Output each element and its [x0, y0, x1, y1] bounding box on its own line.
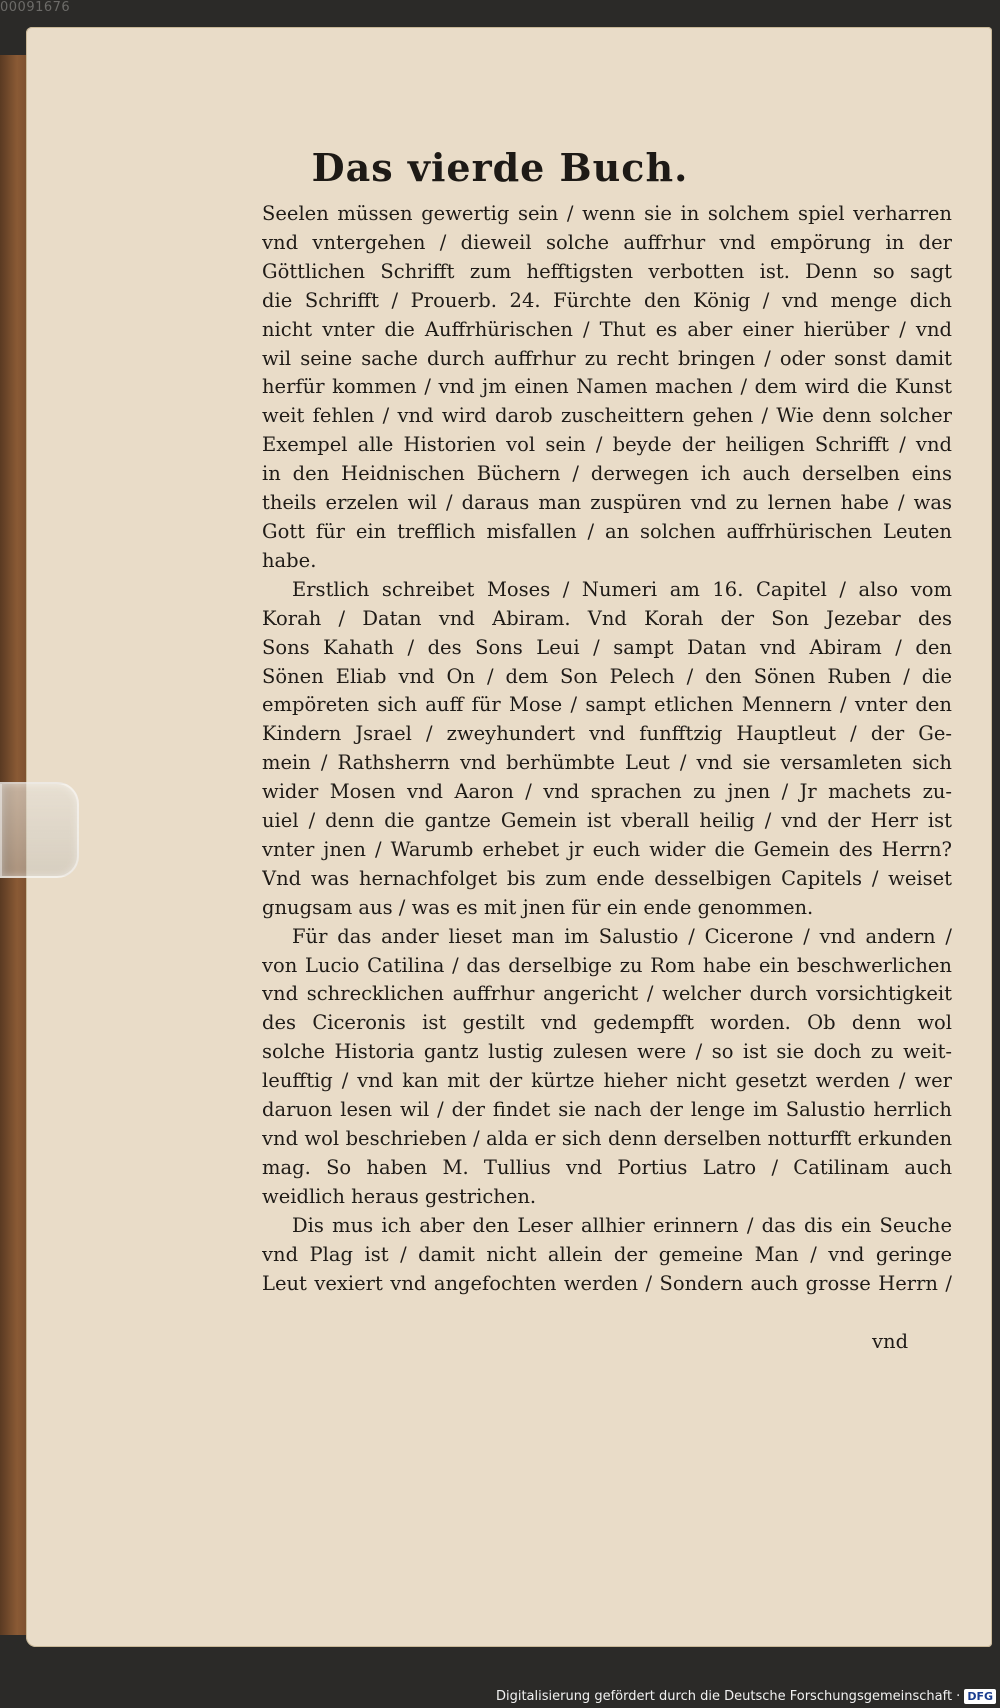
- digitization-credit: [496, 1689, 996, 1704]
- text-line: Leut vexiert vnd angefochten werden / Sondern auch grosse Herrn /: [262, 1271, 952, 1295]
- text-line: vnd vntergehen / dieweil solche auffrhur vnd empörung in der: [262, 230, 952, 254]
- dfg-logo: DFG: [964, 1689, 996, 1704]
- text-line: Kindern Jsrael / zweyhundert vnd funfftzig Hauptleut / der Ge-: [262, 722, 952, 746]
- text-line: nicht vnter die Auffrhürischen / Thut es aber einer hierüber / vnd: [262, 317, 952, 341]
- text-line: wider Mosen vnd Aaron / vnd sprachen zu jnen / Jr machets zu-: [262, 780, 952, 804]
- text-line: von Lucio Catilina / das derselbige zu Rom habe ein beschwerlichen: [262, 953, 952, 977]
- text-line: Sons Kahath / des Sons Leui / sampt Datan vnd Abiram / den: [262, 635, 952, 659]
- text-line: Exempel alle Historien vol sein / beyde der heiligen Schrifft / vnd: [262, 433, 952, 457]
- text-line: weit fehlen / vnd wird darob zuscheittern gehen / Wie denn solcher: [262, 404, 952, 428]
- catchword: vnd: [872, 1330, 909, 1353]
- text-line: Für das ander lieset man im Salustio / Cicerone / vnd andern /: [292, 924, 952, 948]
- text-line: leufftig / vnd kan mit der kürtze hieher nicht gesetzt werden / wer: [262, 1069, 952, 1093]
- text-line: solche Historia gantz lustig zulesen were / so ist sie doch zu weit-: [262, 1040, 952, 1064]
- text-line: mag. So haben M. Tullius vnd Portius Latro / Catilinam auch: [262, 1155, 952, 1179]
- text-line: herfür kommen / vnd jm einen Namen machen / dem wird die Kunst: [262, 375, 952, 399]
- text-line: Dis mus ich aber den Leser allhier erinnern / das dis ein Seuche: [292, 1213, 952, 1237]
- text-line: weidlich heraus gestrichen.: [262, 1184, 537, 1208]
- text-line: Seelen müssen gewertig sein / wenn sie in solchem spiel verharren: [262, 202, 952, 225]
- text-line: vnd schrecklichen auffrhur angericht / welcher durch vorsichtigkeit: [262, 982, 952, 1006]
- text-line: Göttlichen Schrifft zum hefftigsten verbotten ist. Denn so sagt: [262, 259, 952, 283]
- text-line: habe.: [262, 548, 317, 572]
- text-line: Vnd was hernachfolget bis zum ende desselbigen Capitels / weiset: [262, 866, 952, 890]
- text-line: Korah / Datan vnd Abiram. Vnd Korah der Son Jezebar des: [262, 606, 952, 630]
- credit-text: Digitalisierung gefördert durch die Deutsche Forschungsgemeinschaft ·: [495, 1689, 961, 1704]
- text-line: empöreten sich auff für Mose / sampt etlichen Mennern / vnter den: [262, 693, 952, 717]
- text-line: vnd Plag ist / damit nicht allein der gemeine Man / vnd geringe: [262, 1242, 952, 1266]
- text-line: Gott für ein trefflich misfallen / an solchen auffrhürischen Leuten: [262, 519, 952, 543]
- running-head: Das vierde Buch.: [311, 145, 689, 190]
- scan-id-label: 00091676: [0, 0, 71, 15]
- text-line: vnd wol beschrieben / alda er sich denn derselben notturfft erkunden: [262, 1127, 952, 1150]
- page-clip: [0, 782, 79, 878]
- text-line: mein / Rathsherrn vnd berhümbte Leut / vnd sie versamleten sich: [262, 751, 952, 775]
- text-line: wil seine sache durch auffrhur zu recht bringen / oder sonst damit: [262, 346, 952, 370]
- text-line: uiel / denn die gantze Gemein ist vberall heilig / vnd der Herr ist: [262, 809, 952, 833]
- text-line: Sönen Eliab vnd On / dem Son Pelech / den Sönen Ruben / die: [262, 664, 952, 688]
- text-line: theils erzelen wil / daraus man zuspüren vnd zu lernen habe / was: [262, 491, 952, 515]
- text-line: in den Heidnischen Büchern / derwegen ich auch derselben eins: [262, 462, 952, 486]
- text-line: Erstlich schreibet Moses / Numeri am 16. Capitel / also vom: [292, 577, 952, 601]
- text-line: die Schrifft / Prouerb. 24. Fürchte den König / vnd menge dich: [262, 288, 952, 312]
- body-text: [262, 200, 952, 1298]
- text-line: gnugsam aus / was es mit jnen für ein ende genommen.: [262, 895, 814, 919]
- text-line: vnter jnen / Warumb erhebet jr euch wider die Gemein des Herrn?: [262, 837, 952, 861]
- text-line: daruon lesen wil / der findet sie nach der lenge im Salustio herrlich: [262, 1098, 952, 1122]
- text-line: des Ciceronis ist gestilt vnd gedempfft worden. Ob denn wol: [262, 1011, 952, 1035]
